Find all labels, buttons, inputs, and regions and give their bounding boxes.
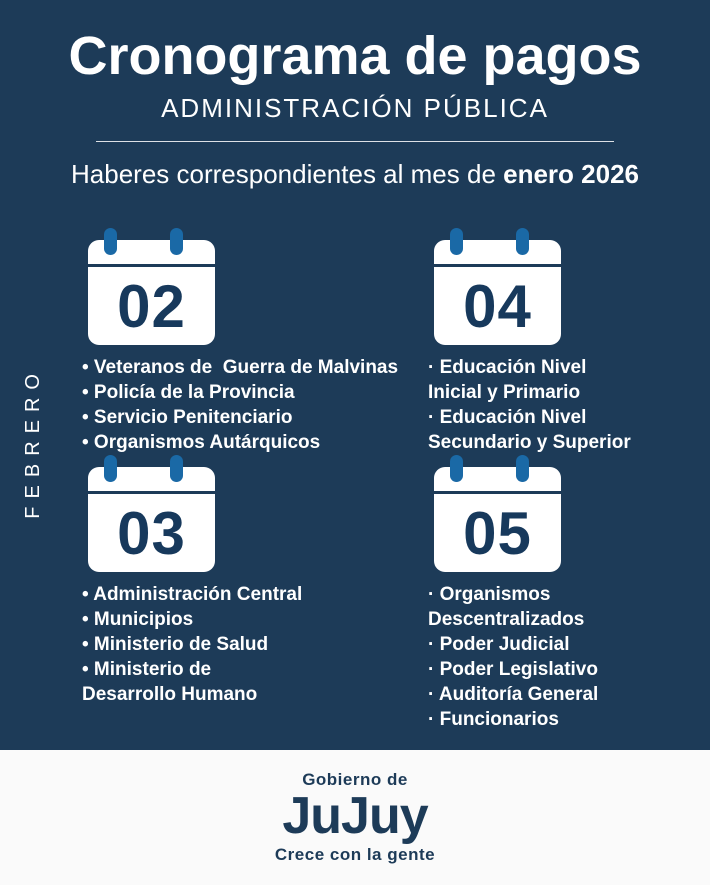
header-divider [96,141,614,142]
schedule-item: • Policía de la Provincia [82,382,295,403]
schedule-item: • Veteranos de Guerra de Malvinas [82,357,399,378]
schedule-item: • Servicio Penitenciario [82,407,293,428]
schedule-item: • Municipios [82,609,194,630]
day-number: 04 [463,272,532,340]
calendar-peg-icon [170,455,183,482]
day-card-04 [428,228,710,455]
schedule-item: • Ministerio de Salud [82,634,269,655]
schedule-item: · Organismos Descentralizados [428,584,585,630]
calendar-peg-icon [450,228,463,255]
schedule-item: • Ministerio de [82,659,212,680]
page-subtitle: ADMINISTRACIÓN PÚBLICA [161,92,549,123]
jujuy-logo: JuJuy [282,786,428,845]
lead-month: enero 2026 [503,158,639,189]
calendar-peg-icon [516,228,529,255]
calendar-peg-icon [104,228,117,255]
day-number: 05 [463,499,532,567]
schedule-item: • Organismos Autárquicos [82,432,321,453]
schedule-item: · Educación Nivel [428,407,587,428]
calendar-peg-icon [170,228,183,255]
month-label: FEBRERO [22,366,44,519]
day-list [82,582,428,707]
schedule-item: Secundario y Superior [428,432,631,453]
schedule-grid [82,228,710,730]
calendar-icon [434,240,561,345]
day-card-05 [428,455,710,730]
government-logo-top: Gobierno de [302,769,408,789]
footer [0,750,710,885]
day-card-02 [82,228,428,455]
page-title: Cronograma de pagos [68,26,642,86]
day-number: 03 [117,499,186,567]
calendar-peg-icon [104,455,117,482]
day-list [428,355,710,455]
schedule-item: Inicial y Primario [428,382,581,403]
calendar-icon [88,240,215,345]
lead-text [0,159,710,190]
calendar-icon [88,467,215,572]
schedule-item: Desarrollo Humano [82,684,258,705]
header [0,0,710,190]
schedule-item: · Poder Judicial [428,634,570,655]
calendar-icon [434,467,561,572]
schedule-item: · Funcionarios [428,709,559,730]
schedule-item: · Auditoría General [428,684,599,705]
day-list [428,582,710,732]
lead-prefix: Haberes correspondientes al mes de [71,158,504,189]
schedule-item: • Administración Central [82,584,303,605]
day-list [82,355,428,455]
schedule-item: · Poder Legislativo [428,659,598,680]
government-logo-tagline: Crece con la gente [274,845,436,865]
calendar-peg-icon [450,455,463,482]
schedule-item: · Educación Nivel [428,357,587,378]
calendar-peg-icon [516,455,529,482]
day-number: 02 [117,272,186,340]
day-card-03 [82,455,428,705]
